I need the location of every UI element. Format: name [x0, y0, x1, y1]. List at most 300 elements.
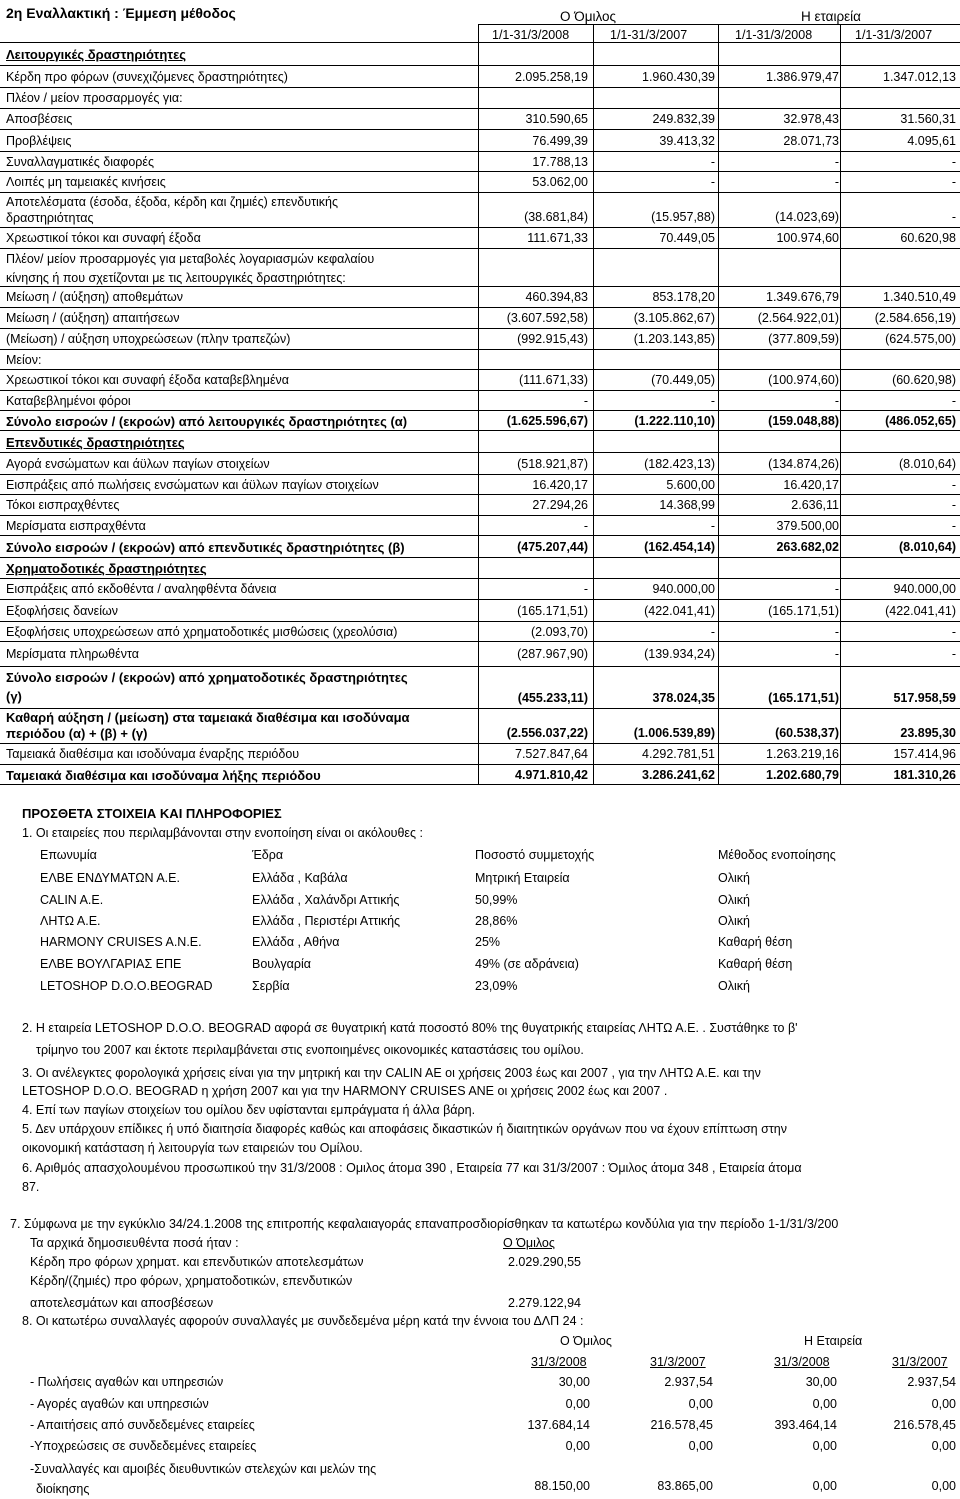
period-header-2: 1/1-31/3/2008: [735, 28, 813, 42]
row-value: (14.023,69): [775, 210, 839, 224]
row-label-line: Μείωση / (αύξηση) απαιτήσεων: [6, 311, 180, 325]
row-label-line: Εξοφλήσεις δανείων: [6, 603, 118, 618]
grid-hline: [0, 151, 960, 152]
row-value: (486.052,65): [885, 413, 956, 428]
note-7-row-1-value: 2.029.290,55: [508, 1255, 581, 1269]
row-label: [6, 373, 289, 387]
note-7-intro: Τα αρχικά δημοσιευθέντα ποσά ήταν :: [30, 1236, 239, 1250]
row-label-line: Κέρδη προ φόρων (συνεχιζόμενες δραστηριότητες): [6, 69, 288, 84]
row-value: 111.671,33: [527, 231, 588, 245]
row-label-line-2: (γ): [6, 689, 22, 704]
row-label-line: Μείωση / (αύξηση) αποθεμάτων: [6, 290, 184, 304]
row-value: (422.041,41): [885, 603, 956, 618]
row-value: 1.202.680,79: [766, 767, 839, 782]
table-row: [0, 599, 960, 621]
grid-hline: [0, 87, 960, 88]
subsidiary-percent: 25%: [475, 935, 501, 949]
grid-hline: [0, 557, 960, 558]
row-label-line: Λοιπές μη ταμειακές κινήσεις: [6, 175, 166, 189]
grid-hline: [0, 369, 960, 370]
note-7-row-1-label: Κέρδη προ φόρων χρηματ. και επενδυτικών αποτελεσμάτων: [30, 1255, 364, 1269]
rp-group-header: Ο Όμιλος: [560, 1334, 612, 1348]
subsidiary-name: CALIN A.E.: [40, 893, 104, 907]
row-value: (100.974,60): [768, 373, 839, 387]
row-label-line: (Μείωση) / αύξηση υποχρεώσεων (πλην τραπεζών): [6, 332, 291, 346]
row-label-line: Αποσβέσεις: [6, 112, 73, 126]
row-value: 4.292.781,51: [642, 747, 715, 761]
table-row: [0, 390, 960, 410]
row-label: [30, 1418, 255, 1432]
row-value: (139.934,24): [644, 647, 715, 661]
row-value: -: [951, 624, 956, 639]
subsidiary-method: Ολική: [718, 871, 750, 885]
table-row: [0, 307, 960, 328]
subsidiary-percent: Μητρική Εταιρεία: [475, 871, 570, 885]
note-7-row-2-value: 2.279.122,94: [508, 1296, 581, 1310]
row-label-line: Μείον:: [6, 352, 42, 367]
row-value: 3.286.241,62: [642, 767, 715, 782]
note-2-line-2: τρίμηνο του 2007 και έκτοτε περιλαμβάνεται στις ενοποιημένες οικονομικές καταστάσεις του ομίλου.: [36, 1043, 584, 1057]
row-value: (70.449,05): [651, 373, 715, 387]
table-row: [0, 42, 960, 65]
row-label: [6, 414, 407, 429]
row-value: 0,00: [812, 1397, 837, 1411]
row-value: 23.895,30: [900, 726, 956, 740]
row-label: [6, 394, 131, 408]
subsidiary-name: ΕΛΒΕ ΕΝΔΥΜΑΤΩΝ Α.Ε.: [40, 871, 180, 885]
row-label: [6, 604, 118, 618]
row-value: 0,00: [688, 1439, 713, 1453]
row-label: [6, 457, 270, 471]
row-value: 100.974,60: [776, 231, 839, 245]
row-value: -: [951, 175, 956, 189]
table-row: [0, 410, 960, 430]
row-label-line: - Αγορές αγαθών και υπηρεσιών: [30, 1397, 209, 1411]
row-label-line: - Απαιτήσεις από συνδεδεμένες εταιρείες: [30, 1418, 255, 1432]
grid-hline: [0, 410, 960, 411]
subsidiary-method: Καθαρή θέση: [718, 935, 793, 949]
row-value: -: [710, 518, 715, 533]
subsidiary-seat: Βουλγαρία: [252, 957, 311, 971]
row-label-line: Τόκοι εισπραχθέντες: [6, 498, 120, 512]
row-value: (15.957,88): [651, 210, 715, 224]
row-label: [30, 1375, 223, 1389]
row-value: 157.414,96: [893, 747, 956, 761]
subsidiary-percent: 49% (σε αδράνεια): [475, 957, 579, 971]
note-4: 4. Επί των παγίων στοιχείων του ομίλου δεν υφίστανται εμπράγματα ή άλλα βάρη.: [22, 1103, 476, 1117]
table-row: [0, 494, 960, 515]
row-label: [6, 112, 72, 126]
grid-hline: [0, 784, 960, 785]
row-value: (111.671,33): [518, 373, 588, 387]
row-value: (287.967,90): [517, 647, 588, 661]
page-title: 2η Εναλλακτική : Έμμεση μέθοδος: [6, 5, 236, 21]
grid-hline: [0, 743, 960, 744]
row-label: [6, 134, 71, 148]
row-value: (1.203.143,85): [633, 332, 715, 346]
subsidiary-name: LETOSHOP D.O.O.BEOGRAD: [40, 979, 213, 993]
row-label: [6, 231, 201, 245]
row-value: 7.527.847,64: [515, 747, 588, 761]
grid-hline: [0, 474, 960, 475]
row-label-line: Εισπράξεις από πωλήσεις ενσώματων και άϋλων παγίων στοιχείων: [6, 477, 379, 492]
row-label-line: Σύνολο εισροών / (εκροών) από λειτουργικές δραστηριότητες (α): [6, 413, 408, 429]
row-value: -: [583, 582, 588, 596]
subsidiary-seat: Ελλάδα , Περιστέρι Αττικής: [252, 914, 401, 928]
row-label-line-2: περιόδου (α) + (β) + (γ): [6, 726, 148, 741]
period-header-1: 1/1-31/3/2007: [610, 28, 688, 42]
row-value: 14.368,99: [659, 498, 715, 512]
grid-hline: [0, 452, 960, 453]
grid-hline: [0, 227, 960, 228]
rp-company-header: Η Εταιρεία: [804, 1334, 863, 1348]
row-value: (992.915,43): [517, 332, 588, 346]
subsidiary-percent: 23,09%: [475, 979, 518, 993]
row-value: (182.423,13): [644, 456, 715, 471]
note-1: 1. Οι εταιρείες που περιλαμβάνονται στην ενοποίηση είναι οι ακόλουθες :: [22, 826, 423, 840]
grid-hline: [0, 171, 960, 172]
row-label: [6, 478, 379, 492]
row-value: -: [951, 210, 956, 224]
row-value: (377.809,59): [768, 332, 839, 346]
subs-col-percent: Ποσοστό συμμετοχής: [475, 848, 595, 862]
row-value: -: [834, 582, 839, 596]
subs-col-name: Επωνυμία: [40, 848, 97, 862]
note-7-row-2-label-b: αποτελεσμάτων και αποσβέσεων: [30, 1296, 214, 1310]
table-row: [0, 641, 960, 666]
row-label-line: Χρεωστικοί τόκοι και συναφή έξοδα: [6, 231, 201, 245]
subsidiary-percent: 28,86%: [475, 914, 518, 928]
row-value: (159.048,88): [768, 413, 839, 428]
row-value: (2.556.037,22): [506, 726, 588, 740]
row-label: [6, 175, 166, 189]
subsidiary-seat: Ελλάδα , Χαλάνδρι Αττικής: [252, 893, 400, 907]
row-value: 60.620,98: [900, 231, 956, 245]
subsidiary-method: Ολική: [718, 979, 750, 993]
row-value: 28.071,73: [783, 133, 839, 148]
grid-hline: [0, 515, 960, 516]
table-row: [0, 87, 960, 108]
table-row: [0, 708, 960, 743]
grid-hline: [0, 286, 960, 287]
table-row: [0, 515, 960, 535]
note-5-line-2: οικονομική κατάσταση ή λειτουργία των εταιρειών του Ομίλου.: [22, 1141, 363, 1155]
row-label: [6, 250, 374, 288]
row-value: 76.499,39: [532, 133, 588, 148]
row-value: 460.394,83: [525, 290, 588, 304]
row-label: [6, 70, 288, 84]
subs-col-method: Μέθοδος ενοποίησης: [718, 848, 836, 862]
row-value: 249.832,39: [652, 112, 715, 126]
table-row: [0, 129, 960, 151]
period-header-3: 1/1-31/3/2007: [855, 28, 933, 42]
group-header: Ο Όμιλος: [560, 9, 617, 24]
grid-vline: [593, 24, 594, 784]
row-value: (8.010,64): [899, 456, 956, 471]
row-value: 310.590,65: [525, 112, 588, 126]
row-value: 5.600,00: [666, 477, 715, 492]
table-row: [0, 248, 960, 286]
row-value: -: [710, 154, 715, 169]
row-value: 216.578,45: [650, 1418, 713, 1432]
row-value: (2.093,70): [531, 624, 588, 639]
row-label: [30, 1397, 209, 1411]
grid-hline: [0, 129, 960, 130]
row-value: -: [951, 647, 956, 661]
row-label-line-2: διοίκησης: [36, 1482, 90, 1496]
row-value: 30,00: [805, 1375, 837, 1389]
row-value: -: [951, 154, 956, 169]
row-value: 1.347.012,13: [883, 69, 956, 84]
row-label: [6, 194, 338, 226]
row-label: [6, 435, 185, 450]
row-label: [6, 747, 299, 761]
grid-hline: [0, 108, 960, 109]
table-row: [0, 192, 960, 227]
row-value: 88.150,00: [534, 1479, 590, 1493]
row-value: 39.413,32: [659, 133, 715, 148]
row-label-line: Χρηματοδοτικές δραστηριότητες: [6, 561, 207, 576]
row-value: 517.958,59: [893, 691, 956, 705]
row-value: 70.449,05: [659, 231, 715, 245]
note-2-line-1: 2. Η εταιρεία LETOSHOP D.O.O. BEOGRAD αφορά σε θυγατρική κατά ποσοστό 80% της θυγατρικής εταιρείας ΛΗΤΩ Α.Ε. . Συστάθηκε το β': [22, 1021, 798, 1035]
row-value: (2.564.922,01): [757, 311, 839, 325]
table-row: [0, 621, 960, 641]
note-3-line-1: 3. Οι ανέλεγκτες φορολογικά χρήσεις είναι για την μητρική και την CALIN AE οι χρήσεις 2003 έως και 2007 , για την ΛΗΤΩ Α.Ε. και την: [22, 1066, 761, 1080]
row-value: -: [583, 393, 588, 408]
row-label: [6, 353, 41, 367]
row-value: -: [834, 154, 839, 169]
row-value: (3.105.862,67): [633, 311, 715, 325]
row-value: 2.636,11: [791, 498, 839, 512]
row-value: 0,00: [931, 1479, 956, 1493]
row-label-line: Ταμειακά διαθέσιμα και ισοδύναμα λήξης περιόδου: [6, 767, 321, 783]
row-value: -: [951, 518, 956, 533]
subsidiary-method: Καθαρή θέση: [718, 957, 793, 971]
row-label-line: -Συναλλαγές και αμοιβές διευθυντικών στελεχών και μελών της: [30, 1462, 377, 1476]
row-label: [6, 647, 139, 661]
subsidiary-name: ΕΛΒΕ ΒΟΥΛΓΑΡΙΑΣ ΕΠΕ: [40, 957, 182, 971]
row-label-line: Αγορά ενσώματων και άϋλων παγίων στοιχείων: [6, 456, 270, 471]
row-label: [6, 91, 183, 105]
grid-hline: [0, 390, 960, 391]
table-row: [0, 666, 960, 708]
subs-col-seat: Έδρα: [252, 848, 284, 862]
rp-period-0: 31/3/2008: [531, 1355, 587, 1369]
table-row: [0, 578, 960, 599]
row-value: (165.171,51): [768, 691, 839, 705]
table-row: [0, 349, 960, 369]
row-label-line: Πλέον/ μείον προσαρμογές για μεταβολές λογαριασμών κεφαλαίου: [6, 252, 375, 266]
row-value: 16.420,17: [783, 477, 839, 492]
subsidiary-method: Ολική: [718, 914, 750, 928]
row-value: (1.006.539,89): [633, 726, 715, 740]
row-value: -: [951, 393, 956, 408]
grid-hline: [0, 764, 960, 765]
row-value: 1.386.979,47: [766, 69, 839, 84]
grid-hline: [0, 621, 960, 622]
table-row: [0, 535, 960, 557]
row-label: [6, 540, 405, 555]
row-label-line: Αποτελέσματα (έσοδα, έξοδα, κέρδη και ζημιές) επενδυτικής: [6, 195, 339, 209]
row-label: [6, 311, 180, 325]
row-value: -: [951, 477, 956, 492]
row-value: 379.500,00: [776, 518, 839, 533]
table-row: [0, 452, 960, 474]
row-value: (134.874,26): [768, 456, 839, 471]
note-6-line-2: 87.: [22, 1180, 40, 1194]
grid-hline: [0, 349, 960, 350]
table-row: [0, 557, 960, 578]
table-row: [0, 474, 960, 494]
row-value: 0,00: [565, 1439, 590, 1453]
row-label: [6, 498, 119, 512]
row-label-line: Χρεωστικοί τόκοι και συναφή έξοδα καταβεβλημένα: [6, 373, 289, 387]
row-value: (165.171,51): [517, 603, 588, 618]
row-label-line: Σύνολο εισροών / (εκροών) από χρηματοδοτικές δραστηριότητες: [6, 670, 408, 685]
grid-hline: [478, 24, 960, 25]
row-value: 2.937,54: [664, 1375, 713, 1389]
note-7-col-header: Ο Όμιλος: [503, 1236, 555, 1250]
row-label-line: Εισπράξεις από εκδοθέντα / αναληφθέντα δάνεια: [6, 582, 277, 596]
row-value: 1.960.430,39: [642, 69, 715, 84]
row-label: [6, 668, 408, 706]
row-label: [6, 710, 410, 742]
rp-period-1: 31/3/2007: [650, 1355, 706, 1369]
row-value: 16.420,17: [532, 477, 588, 492]
row-label-line: Σύνολο εισροών / (εκροών) από επενδυτικές δραστηριότητες (β): [6, 539, 405, 555]
row-label-line: Εξοφλήσεις υποχρεώσεων από χρηματοδοτικές μισθώσεις (χρεολύσια): [6, 624, 398, 639]
row-label-line-2: κίνησης ή που σχετίζονται με τις λειτουργικές δραστηριότητες:: [6, 271, 346, 285]
row-label: [6, 47, 186, 62]
row-label: [6, 519, 146, 533]
row-value: 1.263.219,16: [766, 747, 839, 761]
row-label: [6, 290, 183, 304]
row-value: 4.095,61: [907, 133, 956, 148]
row-value: 27.294,26: [532, 498, 588, 512]
row-value: -: [834, 175, 839, 189]
table-row: [0, 743, 960, 764]
row-value: (38.681,84): [524, 210, 588, 224]
row-value: 32.978,43: [783, 112, 839, 126]
row-label-line: Προβλέψεις: [6, 133, 72, 148]
row-value: 940.000,00: [893, 582, 956, 596]
row-label: [30, 1439, 256, 1453]
subsidiary-name: HARMONY CRUISES A.N.E.: [40, 935, 202, 949]
grid-hline: [0, 578, 960, 579]
row-value: (60.620,98): [892, 373, 956, 387]
company-header: Η εταιρεία: [801, 9, 861, 24]
row-value: (3.607.592,58): [506, 311, 588, 325]
row-value: (1.222.110,10): [634, 413, 715, 428]
row-value: 1.340.510,49: [883, 290, 956, 304]
row-label-line-2: δραστηριότητας: [6, 211, 94, 225]
grid-vline: [718, 24, 719, 784]
row-value: (455.233,11): [517, 691, 588, 705]
row-value: 17.788,13: [532, 154, 588, 169]
row-value: (162.454,14): [644, 539, 715, 554]
row-value: 0,00: [688, 1397, 713, 1411]
row-value: (60.538,37): [775, 726, 839, 740]
row-value: 0,00: [812, 1439, 837, 1453]
row-value: 263.682,02: [776, 539, 839, 554]
grid-vline: [840, 24, 841, 784]
row-label-line: Πλέον / μείον προσαρμογές για:: [6, 91, 183, 105]
row-value: (1.625.596,67): [506, 413, 588, 428]
grid-hline: [0, 248, 960, 249]
subsidiary-method: Ολική: [718, 893, 750, 907]
row-value: -: [710, 624, 715, 639]
table-row: [0, 764, 960, 784]
row-value: 216.578,45: [893, 1418, 956, 1432]
table-row: [0, 369, 960, 390]
note-6-line-1: 6. Αριθμός απασχολουμένου προσωπικού την 31/3/2008 : Ομιλος άτομα 390 , Εταιρεία 77 και 31/3/2007 : Όμιλος άτομα 348 , Εταιρεία άτομα: [22, 1161, 802, 1175]
row-label: [30, 1459, 376, 1499]
row-value: -: [834, 624, 839, 639]
table-row: [0, 65, 960, 87]
note-7-row-2-label-a: Κέρδη/(ζημιές) προ φόρων, χρηματοδοτικών, επενδυτικών: [30, 1274, 353, 1288]
subsidiary-name: ΛΗΤΩ Α.Ε.: [40, 914, 101, 928]
row-value: 181.310,26: [893, 767, 956, 782]
row-label: [6, 582, 277, 596]
grid-hline: [0, 494, 960, 495]
row-label: [6, 625, 397, 639]
row-label: [6, 768, 321, 783]
table-row: [0, 286, 960, 307]
row-value: 1.349.676,79: [766, 290, 839, 304]
rp-period-2: 31/3/2008: [774, 1355, 830, 1369]
row-value: 137.684,14: [527, 1418, 590, 1432]
row-value: 0,00: [931, 1397, 956, 1411]
row-value: (2.584.656,19): [874, 311, 956, 325]
period-header-0: 1/1-31/3/2008: [492, 28, 570, 42]
note-7: 7. Σύμφωνα με την εγκύκλιο 34/24.1.2008 της επιτροπής κεφαλαιαγοράς επαναπροσδιορίσθηκαν τα κατωτέρω κονδύλια για την περίοδο 1-1/31/3/200: [10, 1217, 839, 1231]
table-row: [0, 171, 960, 192]
table-row: [0, 227, 960, 248]
row-label-line: Συναλλαγματικές διαφορές: [6, 154, 155, 169]
row-value: 0,00: [812, 1479, 837, 1493]
rp-period-3: 31/3/2007: [892, 1355, 948, 1369]
row-value: (518.921,87): [517, 456, 588, 471]
grid-hline: [0, 641, 960, 642]
row-value: 393.464,14: [774, 1418, 837, 1432]
row-value: -: [951, 498, 956, 512]
row-value: 378.024,35: [652, 691, 715, 705]
row-value: 0,00: [565, 1397, 590, 1411]
grid-hline: [0, 42, 960, 43]
subsidiary-percent: 50,99%: [475, 893, 518, 907]
table-row: [0, 328, 960, 349]
row-label-line: Καθαρή αύξηση / (μείωση) στα ταμειακά διαθέσιμα και ισοδύναμα: [6, 710, 410, 725]
grid-hline: [0, 65, 960, 66]
table-row: [0, 108, 960, 129]
row-value: -: [710, 175, 715, 189]
row-value: -: [710, 393, 715, 408]
row-value: (624.575,00): [885, 332, 956, 346]
row-value: 30,00: [558, 1375, 590, 1389]
row-label-line: Λειτουργικές δραστηριότητες: [6, 47, 187, 62]
grid-hline: [0, 535, 960, 536]
grid-hline: [0, 599, 960, 600]
row-label-line: Ταμειακά διαθέσιμα και ισοδύναμα έναρξης περιόδου: [6, 747, 300, 761]
grid-hline: [0, 328, 960, 329]
row-value: (8.010,64): [899, 539, 956, 554]
subsidiary-seat: Ελλάδα , Καβάλα: [252, 871, 348, 885]
row-value: (475.207,44): [517, 539, 588, 554]
grid-hline: [0, 307, 960, 308]
row-value: 2.937,54: [907, 1375, 956, 1389]
row-value: (165.171,51): [768, 603, 839, 618]
